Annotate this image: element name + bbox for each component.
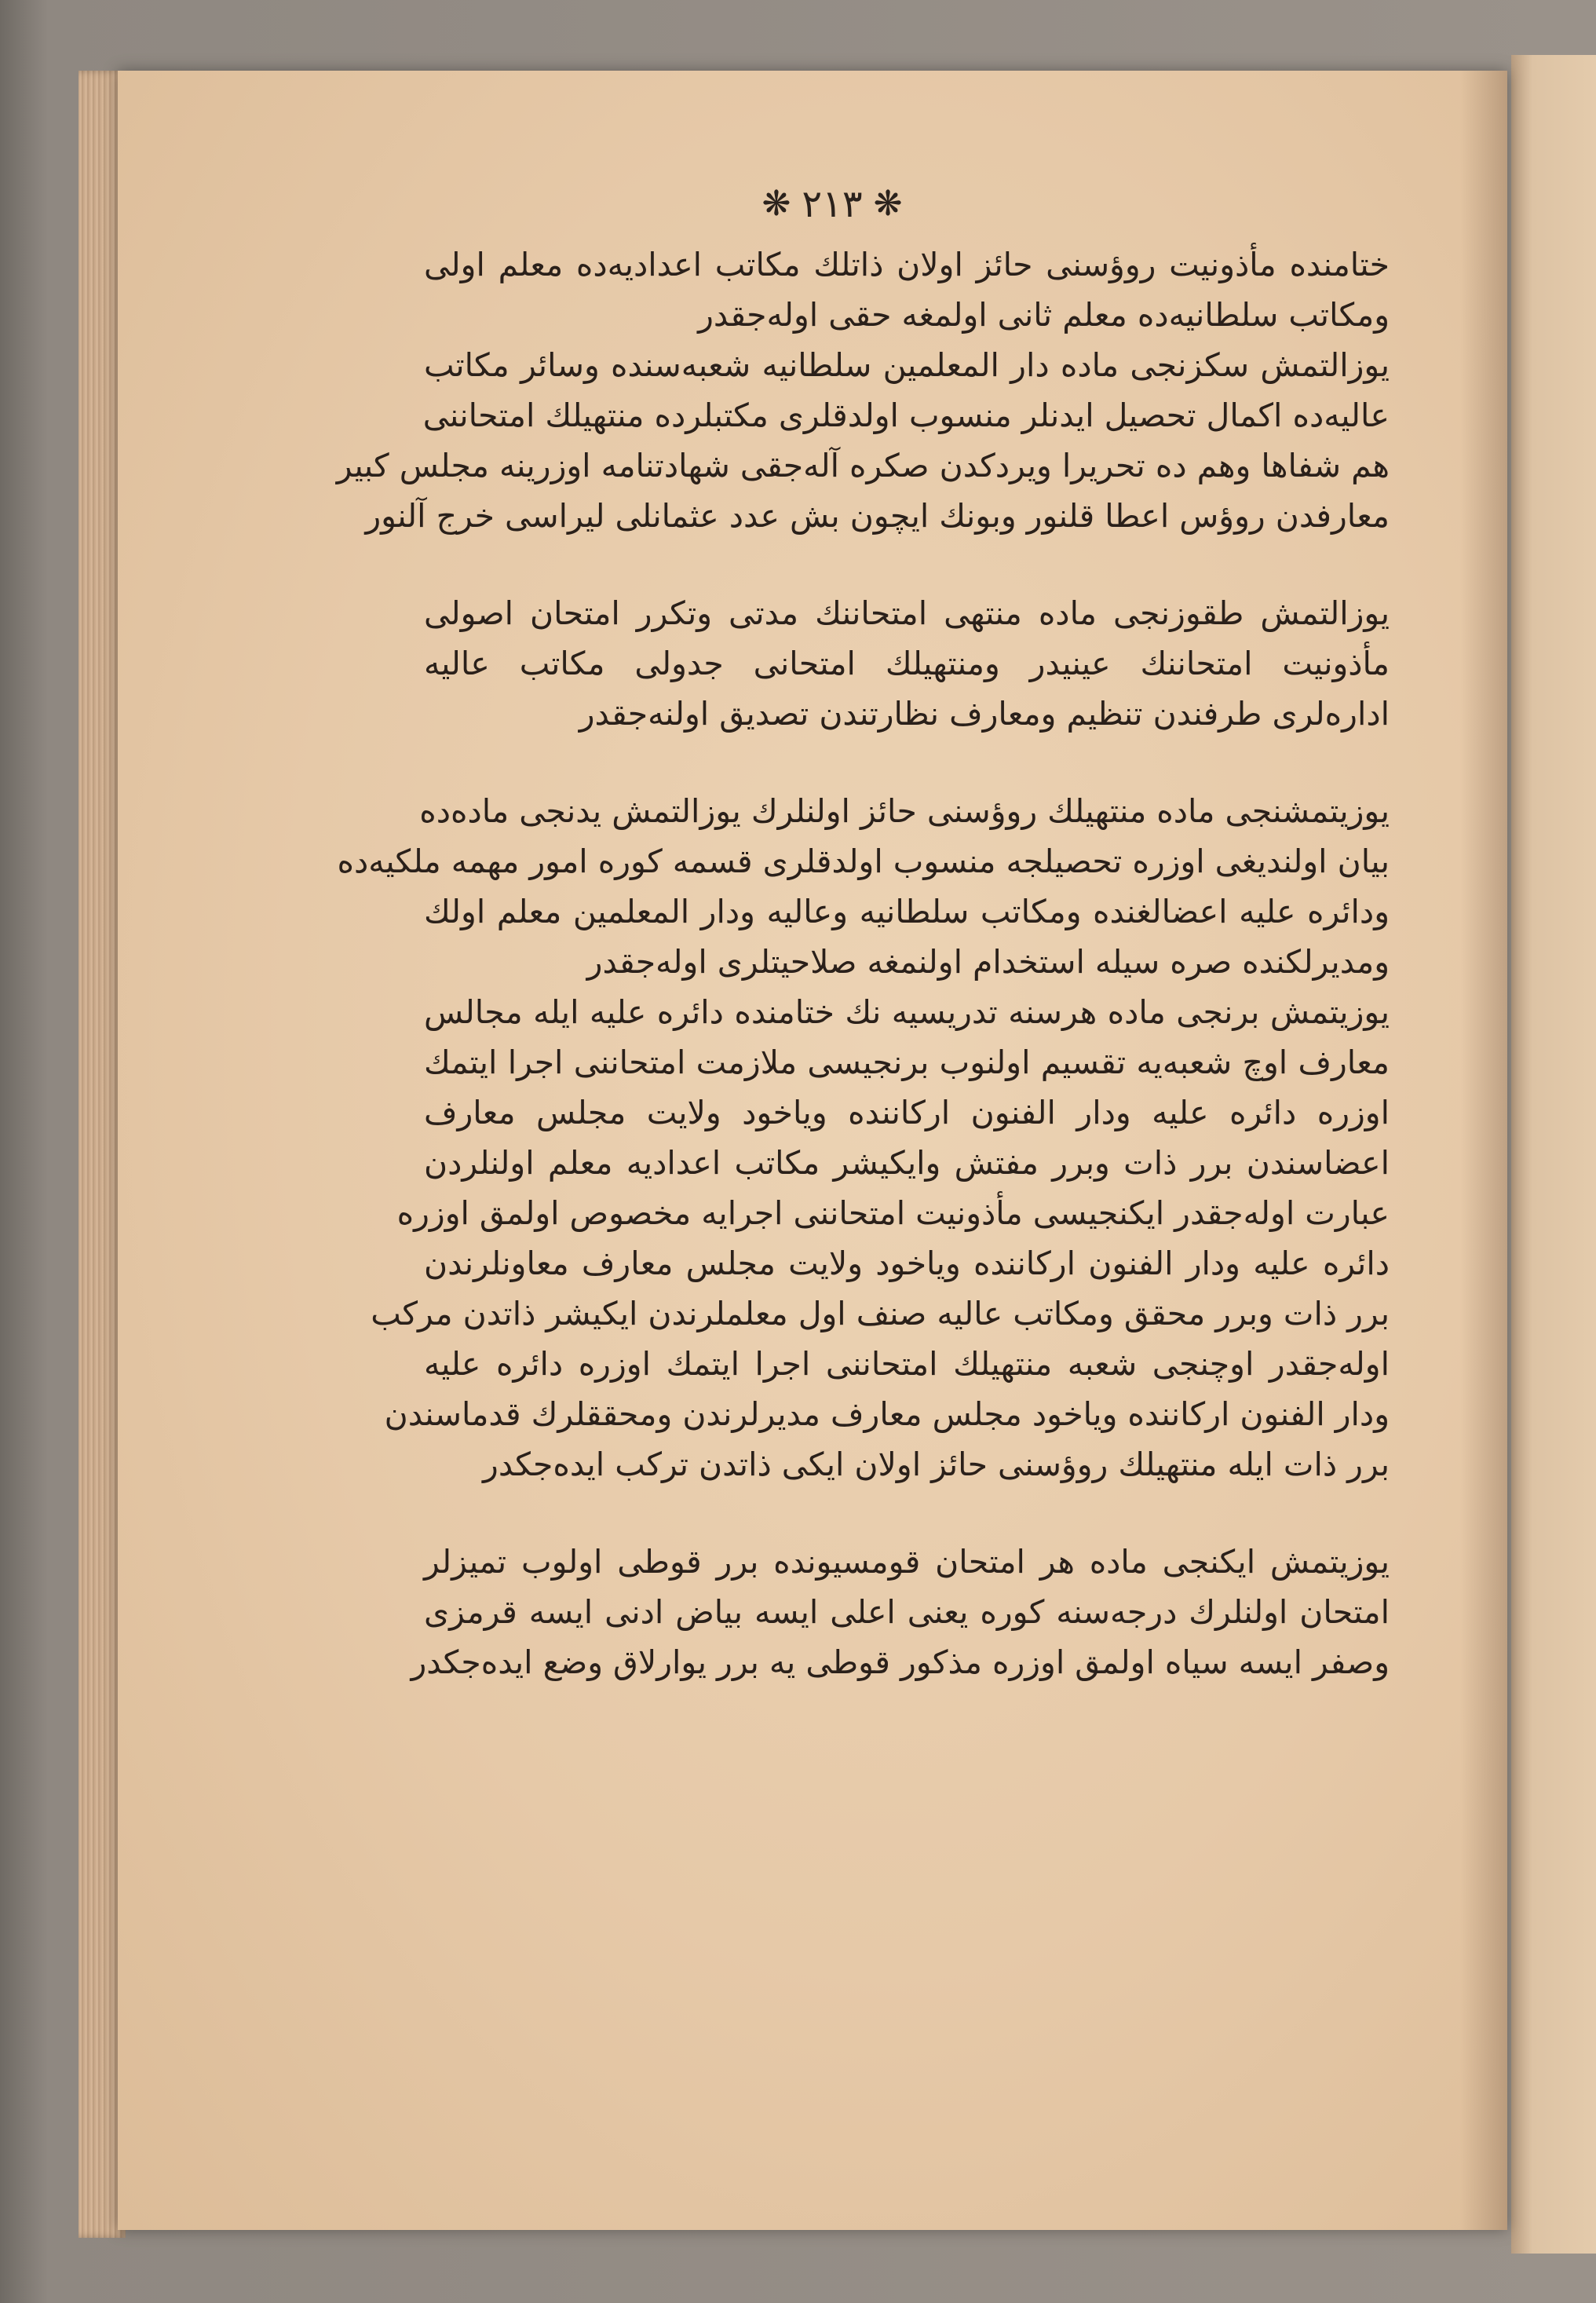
text-line: يوزيتمش برنجى ماده هرسنه تدريسيه نك ختامنده دائره عليه ايله مجالس (424, 993, 1390, 1031)
text-line: مأذونيت امتحاننك عينيدر ومنتهيلك امتحانى جدولى مكاتب عاليه (424, 645, 1390, 682)
ornament-icon: ❋ (873, 184, 903, 224)
text-line: ومديرلكنده صره سيله استخدام اولنمغه صلاحيتلرى اوله‌جقدر (586, 943, 1390, 981)
facing-page-edge (1511, 55, 1596, 2254)
paragraph (424, 239, 1390, 340)
paragraph-gap (424, 541, 1390, 588)
body-text (336, 239, 1390, 1687)
ornament-icon: ❋ (761, 184, 791, 224)
text-line: وصفر ايسه سياه اولمق اوزره مذكور قوطى يه برر يوارلاق وضع ايده‌جكدر (411, 1643, 1390, 1681)
text-line: اداره‌لرى طرفندن تنظيم ومعارف نظارتندن تصديق اولنه‌جقدر (579, 695, 1390, 733)
text-line: برر ذات وبرر محقق ومكاتب عاليه صنف اول معلملرندن ايكيشر ذاتدن مركب (371, 1295, 1390, 1332)
page-header (761, 182, 903, 226)
text-line: بيان اولنديغى اوزره تحصيلجه منسوب اولدقلرى قسمه كوره امور مهمه ملكيه‌ده (337, 843, 1390, 880)
text-line: معارف اوچ شعبه‌يه تقسيم اولنوب برنجيسى ملازمت امتحاننى اجرا ايتمك (424, 1044, 1390, 1081)
text-line: يوزالتمش سكزنجى ماده دار المعلمين سلطانيه شعبه‌سنده وسائر مكاتب (424, 346, 1390, 384)
paragraph (424, 588, 1390, 739)
text-line: ومكاتب سلطانيه‌ده معلم ثانى اولمغه حقى اوله‌جقدر (698, 296, 1390, 334)
text-line: ودار الفنون اركاننده وياخود مجلس معارف مديرلرندن ومحققلرك قدماسندن (384, 1395, 1390, 1433)
paragraph (336, 340, 1390, 541)
text-line: اوله‌جقدر اوچنجى شعبه منتهيلك امتحاننى اجرا ايتمك اوزره دائره عليه (424, 1345, 1390, 1383)
text-line: عاليه‌ده اكمال تحصيل ايدنلر منسوب اولدقلرى مكتبلرده منتهيلك امتحاننى (422, 397, 1390, 434)
paragraph (371, 987, 1390, 1490)
text-line: معارفدن روؤس اعطا قلنور وبونك ايچون بش عدد عثمانلى ليراسى خرج آلنور (365, 497, 1390, 535)
paragraph-gap (424, 1490, 1390, 1537)
text-line: اوزره دائره عليه ودار الفنون اركاننده وياخود ولايت مجلس معارف (424, 1094, 1390, 1131)
text-line: برر ذات ايله منتهيلك روؤسنى حائز اولان ايكى ذاتدن تركب ايده‌جكدر (483, 1446, 1390, 1483)
paragraph (411, 1537, 1390, 1687)
text-line: ختامنده مأذونيت روؤسنى حائز اولان ذاتلك مكاتب اعداديه‌ده معلم اولى (424, 246, 1390, 283)
paragraph (337, 786, 1390, 987)
text-line: ودائره عليه اعضالغنده ومكاتب سلطانيه وعاليه ودار المعلمين معلم اولك (424, 893, 1390, 930)
text-line: امتحان اولنلرك درجه‌سنه كوره يعنى اعلى ايسه بياض ادنى ايسه قرمزى (424, 1593, 1390, 1631)
page-number: ٢١٣ (802, 182, 863, 226)
text-line: يوزيتمش ايكنجى ماده هر امتحان قومسيونده برر قوطى اولوب تميزلر (424, 1543, 1390, 1581)
text-line: اعضاسندن برر ذات وبرر مفتش وايكيشر مكاتب اعداديه معلم اولنلردن (424, 1144, 1390, 1182)
paragraph-gap (424, 739, 1390, 786)
text-line: دائره عليه ودار الفنون اركاننده وياخود ولايت مجلس معارف معاونلرندن (424, 1245, 1390, 1282)
text-line: عبارت اوله‌جقدر ايكنجيسى مأذونيت امتحاننى اجرايه مخصوص اولمق اوزره (396, 1194, 1390, 1232)
text-line: يوزيتمشنجى ماده منتهيلك روؤسنى حائز اولنلرك يوزالتمش يدنجى ماده‌ده (419, 792, 1390, 830)
text-line: يوزالتمش طقوزنجى ماده منتهى امتحاننك مدتى وتكرر امتحان اصولى (424, 594, 1390, 632)
text-line: هم شفاها وهم ده تحريرا ويردكدن صكره آله‌جقى شهادتنامه اوزرينه مجلس كبير (336, 447, 1390, 484)
